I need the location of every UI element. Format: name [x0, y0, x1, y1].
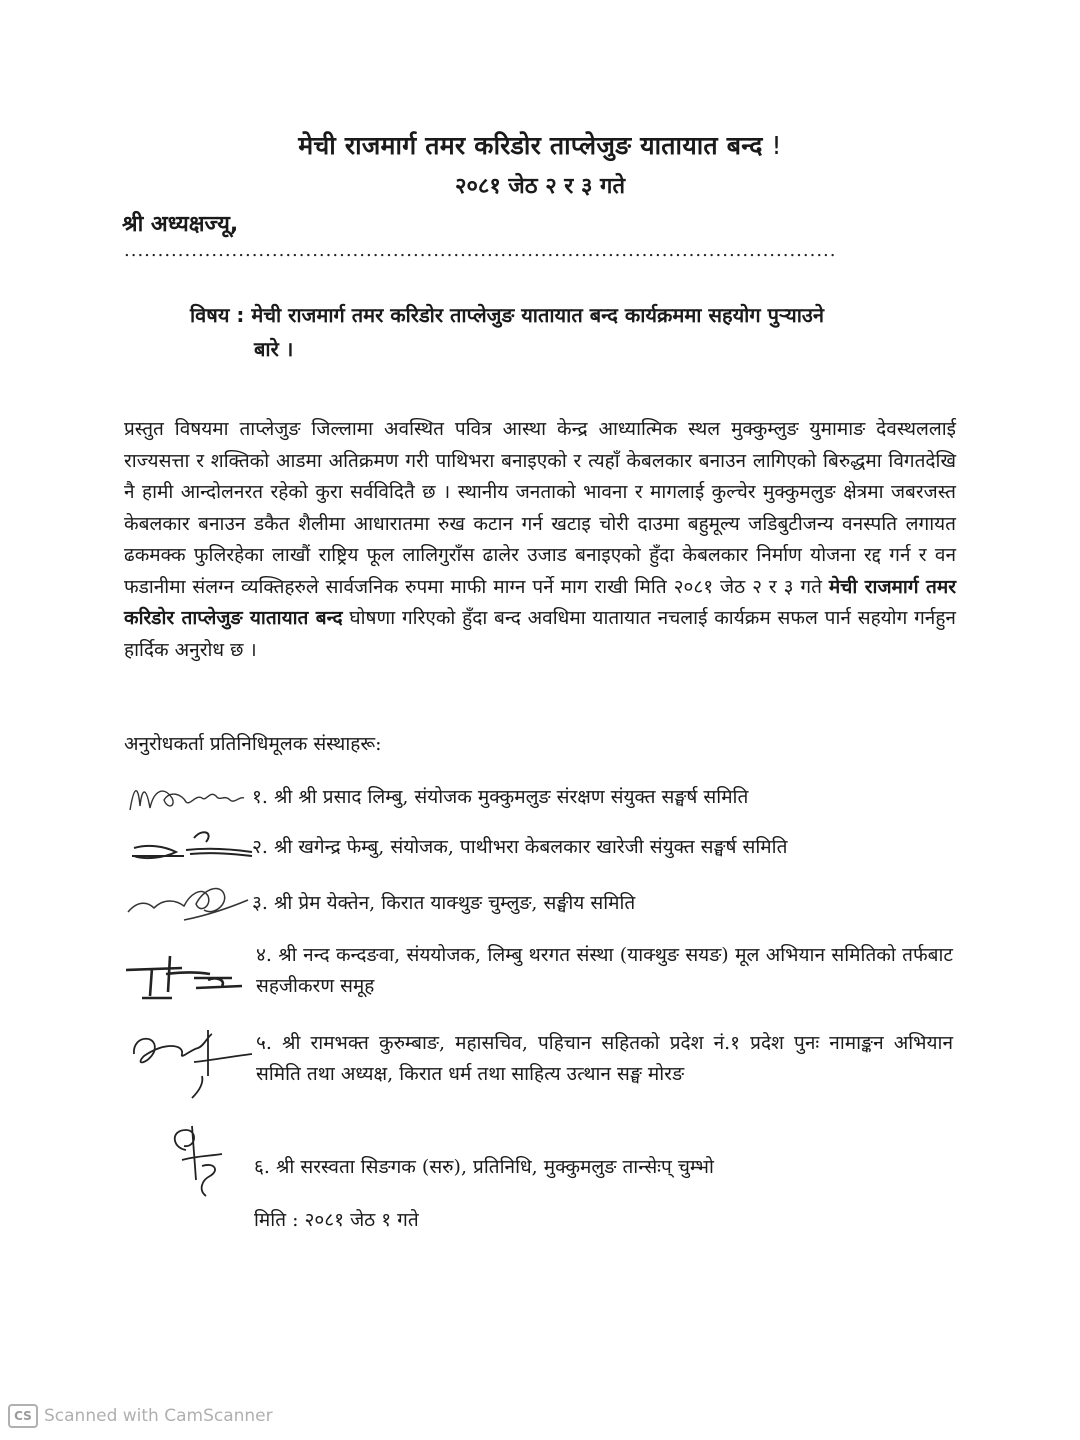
- subject: [190, 298, 935, 366]
- document-title: [0, 128, 1080, 162]
- watermark-text: Scanned with CamScanner: [44, 1406, 273, 1426]
- requester-2-text: २. श्री खगेन्द्र फेम्बु, संयोजक, पाथीभरा केबलकार खारेजी संयुक्त सङ्घर्ष समिति: [252, 836, 788, 858]
- body-part-2: घोषणा गरिएको हुँदा बन्द अवधिमा यातायात नचलाई कार्यक्रम सफल पार्न सहयोग गर्नहुन हार्दिक अनुरोध छ ।: [124, 607, 956, 661]
- recipient-dotted-line: ..........................................................................................................: [124, 240, 837, 261]
- body-paragraph: [124, 414, 956, 666]
- title-exclamation: !: [771, 131, 782, 160]
- requester-6-text: ६. श्री सरस्वता सिङगक (सरु), प्रतिनिधि, मुक्कुमलुङ तान्सेःप् चुम्भो: [254, 1156, 714, 1178]
- requester-4-text: ४. श्री नन्द कन्दङवा, संययोजक, लिम्बु थरगत संस्था (याक्थुङ सयङ) मूल अभियान समितिको तर्फबाट सहजीकरण समूह: [256, 944, 953, 997]
- body-part-1: प्रस्तुत विषयमा ताप्लेजुङ जिल्लामा अवस्थित पवित्र आस्था केन्द्र आध्यात्मिक स्थल मुक्कुम्लुङ युमामाङ देवस्थललाई राज्यसत्ता र शक्तिको आडमा अतिक्रमण गरी पाथिभरा बनाइएको र त्यहाँ केबलकार बनाउन लागिएको बिरुद्धमा विगतदेखि नै हामी आन्दोलनरत रहेको कुरा सर्वविदितै छ । स्थानीय जनताको भावना र मागलाई कुल्चेर मुक्कुमलुङ क्षेत्रमा जबरजस्त केबलकार बनाउन डकैत शैलीमा आधारातमा रुख कटान गर्न खटाइ चोरी दाउमा बहुमूल्य जडिबुटीजन्य वनस्पति लगायत ढकमक्क फुलिरहेका लाखौं राष्ट्रिय फूल लालिगुराँस ढालेर उजाड बनाइएको हुँदा केबलकार निर्माण योजना रद्द गर्न र वन फडानीमा संलग्न व्यक्तिहरुले सार्वजनिक रुपमा माफी माग्न पर्ने माग राखी मिति २०८१ जेठ २ र ३ गते: [124, 418, 956, 598]
- subject-line-1: विषय : मेची राजमार्ग तमर करिडोर ताप्लेजुङ यातायात बन्द कार्यक्रममा सहयोग पुऱ्याउने: [190, 303, 824, 327]
- subject-line-2: बारे ।: [254, 337, 294, 361]
- signature-4-icon: [122, 948, 252, 1002]
- signature-3-icon: [124, 876, 254, 930]
- signature-2-icon: [124, 826, 254, 866]
- signature-6-icon: [162, 1120, 242, 1200]
- signature-1-icon: [124, 776, 248, 820]
- camscanner-logo-icon: CS: [8, 1404, 38, 1428]
- scanner-watermark: [8, 1404, 273, 1428]
- requesters-heading: अनुरोधकर्ता प्रतिनिधिमूलक संस्थाहरू:: [124, 733, 382, 755]
- salutation: श्री अध्यक्षज्यू,: [122, 212, 239, 237]
- signing-date: मिति : २०८१ जेठ १ गते: [254, 1209, 419, 1231]
- title-text: मेची राजमार्ग तमर करिडोर ताप्लेजुङ यातायात बन्द: [298, 131, 763, 160]
- signature-5-icon: [124, 1026, 254, 1102]
- event-date: २०८१ जेठ २ र ३ गते: [455, 174, 625, 199]
- body-bold-phrase: मेची राजमार्ग तमर करिडोर ताप्लेजुङ यातायात बन्द: [124, 575, 957, 629]
- requester-3-text: ३. श्री प्रेम येक्तेन, किरात याक्थुङ चुम्लुङ, सङ्घीय समिति: [252, 892, 636, 914]
- requester-5-text: ५. श्री रामभक्त कुरुम्बाङ, महासचिव, पहिचान सहितको प्रदेश नं.१ प्रदेश पुनः नामाङ्कन अभियान समिति तथा अध्यक्ष, किरात धर्म तथा साहित्य उत्थान सङ्घ मोरङ: [256, 1032, 953, 1085]
- requester-1-text: १. श्री श्री प्रसाद लिम्बु, संयोजक मुक्कुमलुङ संरक्षण संयुक्त सङ्घर्ष समिति: [252, 786, 749, 808]
